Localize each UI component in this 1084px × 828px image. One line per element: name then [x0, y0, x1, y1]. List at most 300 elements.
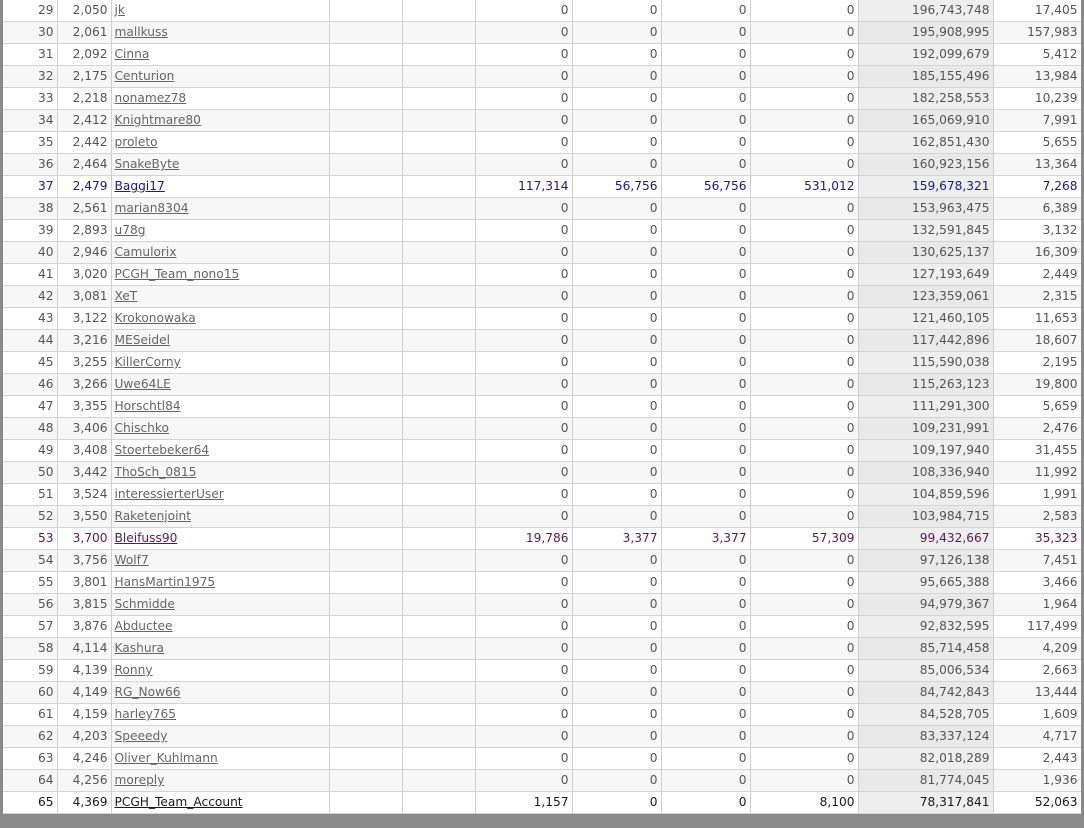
last-value-cell: 16,309	[993, 242, 1081, 264]
empty-cell	[329, 22, 402, 44]
last-value-cell: 10,239	[993, 88, 1081, 110]
rank-cell: 59	[3, 660, 57, 682]
member-name-link[interactable]: Horschtl84	[114, 399, 181, 413]
total-points-cell: 82,018,289	[858, 748, 993, 770]
total-points-cell: 196,743,748	[858, 0, 993, 22]
rank-cell: 50	[3, 462, 57, 484]
empty-cell	[329, 154, 402, 176]
member-name-cell	[111, 748, 329, 770]
value-cell-3: 0	[661, 660, 750, 682]
empty-cell	[402, 682, 475, 704]
value-cell-1: 0	[475, 440, 572, 462]
value-cell-3: 0	[661, 220, 750, 242]
value-cell-2: 0	[572, 352, 661, 374]
member-name-cell	[111, 418, 329, 440]
value-cell-2: 3,377	[572, 528, 661, 550]
member-name-link[interactable]: marian8304	[114, 201, 189, 215]
empty-cell	[329, 88, 402, 110]
last-value-cell: 13,444	[993, 682, 1081, 704]
member-name-link[interactable]: MESeidel	[114, 333, 170, 347]
overall-position-cell: 2,442	[57, 132, 111, 154]
value-cell-1: 0	[475, 242, 572, 264]
table-row	[3, 264, 1081, 286]
rank-cell: 33	[3, 88, 57, 110]
total-points-cell: 195,908,995	[858, 22, 993, 44]
value-cell-1: 0	[475, 330, 572, 352]
value-cell-2: 0	[572, 638, 661, 660]
value-cell-2: 0	[572, 726, 661, 748]
rank-cell: 54	[3, 550, 57, 572]
member-name-link[interactable]: SnakeByte	[114, 157, 180, 171]
value-cell-2: 0	[572, 506, 661, 528]
rank-cell: 44	[3, 330, 57, 352]
value-cell-3: 0	[661, 792, 750, 814]
last-value-cell: 117,499	[993, 616, 1081, 638]
value-cell-3: 0	[661, 308, 750, 330]
member-name-cell	[111, 132, 329, 154]
last-value-cell: 11,992	[993, 462, 1081, 484]
member-name-link[interactable]: Knightmare80	[114, 113, 201, 127]
value-cell-2: 0	[572, 88, 661, 110]
last-value-cell: 18,607	[993, 330, 1081, 352]
member-name-cell	[111, 792, 329, 814]
table-row	[3, 594, 1081, 616]
table-row	[3, 396, 1081, 418]
total-points-cell: 132,591,845	[858, 220, 993, 242]
empty-cell	[402, 308, 475, 330]
empty-cell	[402, 22, 475, 44]
member-name-link[interactable]: nonamez78	[114, 91, 187, 105]
empty-cell	[402, 110, 475, 132]
value-cell-4: 0	[750, 264, 858, 286]
last-value-cell: 7,451	[993, 550, 1081, 572]
member-name-link[interactable]: Abductee	[114, 619, 173, 633]
rank-cell: 30	[3, 22, 57, 44]
rank-cell: 32	[3, 66, 57, 88]
overall-position-cell: 4,246	[57, 748, 111, 770]
member-name-link[interactable]: Camulorix	[114, 245, 177, 259]
empty-cell	[329, 286, 402, 308]
total-points-cell: 103,984,715	[858, 506, 993, 528]
total-points-cell: 159,678,321	[858, 176, 993, 198]
empty-cell	[402, 66, 475, 88]
empty-cell	[329, 352, 402, 374]
member-name-link[interactable]: PCGH_Team_Account	[114, 795, 243, 809]
member-name-link[interactable]: Krokonowaka	[114, 311, 196, 325]
empty-cell	[402, 176, 475, 198]
empty-cell	[402, 198, 475, 220]
value-cell-4: 0	[750, 506, 858, 528]
member-name-link[interactable]: ThoSch_0815	[114, 465, 197, 479]
empty-cell	[329, 198, 402, 220]
last-value-cell: 5,412	[993, 44, 1081, 66]
value-cell-3: 0	[661, 770, 750, 792]
value-cell-4: 0	[750, 638, 858, 660]
rank-cell: 63	[3, 748, 57, 770]
empty-cell	[402, 638, 475, 660]
overall-position-cell: 2,050	[57, 0, 111, 22]
value-cell-3: 0	[661, 704, 750, 726]
last-value-cell: 2,476	[993, 418, 1081, 440]
empty-cell	[329, 660, 402, 682]
overall-position-cell: 2,464	[57, 154, 111, 176]
member-name-link[interactable]: Raketenjoint	[114, 509, 192, 523]
overall-position-cell: 3,266	[57, 374, 111, 396]
value-cell-2: 0	[572, 660, 661, 682]
table-row	[3, 418, 1081, 440]
overall-position-cell: 2,092	[57, 44, 111, 66]
total-points-cell: 182,258,553	[858, 88, 993, 110]
total-points-cell: 83,337,124	[858, 726, 993, 748]
value-cell-4: 0	[750, 550, 858, 572]
value-cell-2: 0	[572, 286, 661, 308]
overall-position-cell: 3,216	[57, 330, 111, 352]
value-cell-3: 0	[661, 484, 750, 506]
overall-position-cell: 2,946	[57, 242, 111, 264]
empty-cell	[402, 792, 475, 814]
value-cell-4: 0	[750, 660, 858, 682]
member-name-link[interactable]: Uwe64LE	[114, 377, 171, 391]
last-value-cell: 3,132	[993, 220, 1081, 242]
value-cell-4: 0	[750, 616, 858, 638]
member-name-link[interactable]: Speeedy	[114, 729, 168, 743]
table-row	[3, 198, 1081, 220]
empty-cell	[329, 572, 402, 594]
rank-cell: 42	[3, 286, 57, 308]
value-cell-4: 0	[750, 484, 858, 506]
value-cell-2: 0	[572, 484, 661, 506]
last-value-cell: 52,063	[993, 792, 1081, 814]
value-cell-4: 0	[750, 0, 858, 22]
last-value-cell: 5,655	[993, 132, 1081, 154]
rank-cell: 41	[3, 264, 57, 286]
value-cell-3: 0	[661, 198, 750, 220]
total-points-cell: 111,291,300	[858, 396, 993, 418]
member-name-cell	[111, 374, 329, 396]
member-name-link[interactable]: mallkuss	[114, 25, 168, 39]
value-cell-2: 0	[572, 748, 661, 770]
rank-cell: 60	[3, 682, 57, 704]
table-row	[3, 748, 1081, 770]
value-cell-2: 56,756	[572, 176, 661, 198]
value-cell-1: 0	[475, 770, 572, 792]
value-cell-3: 0	[661, 374, 750, 396]
empty-cell	[402, 220, 475, 242]
overall-position-cell: 4,159	[57, 704, 111, 726]
empty-cell	[329, 132, 402, 154]
member-name-link[interactable]: RG_Now66	[114, 685, 181, 699]
value-cell-4: 0	[750, 110, 858, 132]
last-value-cell: 35,323	[993, 528, 1081, 550]
value-cell-2: 0	[572, 66, 661, 88]
value-cell-3: 0	[661, 418, 750, 440]
table-row	[3, 440, 1081, 462]
value-cell-2: 0	[572, 594, 661, 616]
empty-cell	[329, 506, 402, 528]
member-name-link[interactable]: moreply	[114, 773, 165, 787]
value-cell-1: 0	[475, 616, 572, 638]
value-cell-4: 0	[750, 242, 858, 264]
member-name-link[interactable]: Oliver_Kuhlmann	[114, 751, 218, 765]
value-cell-3: 0	[661, 572, 750, 594]
member-name-link[interactable]: Bleifuss90	[114, 531, 178, 545]
last-value-cell: 11,653	[993, 308, 1081, 330]
value-cell-2: 0	[572, 770, 661, 792]
value-cell-4: 0	[750, 396, 858, 418]
total-points-cell: 130,625,137	[858, 242, 993, 264]
empty-cell	[402, 660, 475, 682]
value-cell-1: 0	[475, 264, 572, 286]
value-cell-1: 0	[475, 66, 572, 88]
table-row	[3, 506, 1081, 528]
member-name-cell	[111, 572, 329, 594]
rank-cell: 62	[3, 726, 57, 748]
overall-position-cell: 2,893	[57, 220, 111, 242]
table-row	[3, 550, 1081, 572]
value-cell-2: 0	[572, 0, 661, 22]
empty-cell	[402, 748, 475, 770]
last-value-cell: 157,983	[993, 22, 1081, 44]
value-cell-1: 0	[475, 374, 572, 396]
empty-cell	[402, 330, 475, 352]
value-cell-1: 0	[475, 110, 572, 132]
empty-cell	[402, 132, 475, 154]
member-name-link[interactable]: Stoertebeker64	[114, 443, 210, 457]
empty-cell	[402, 286, 475, 308]
last-value-cell: 2,315	[993, 286, 1081, 308]
empty-cell	[329, 176, 402, 198]
rank-cell: 55	[3, 572, 57, 594]
value-cell-1: 0	[475, 418, 572, 440]
total-points-cell: 185,155,496	[858, 66, 993, 88]
value-cell-2: 0	[572, 264, 661, 286]
overall-position-cell: 3,408	[57, 440, 111, 462]
empty-cell	[329, 396, 402, 418]
member-name-link[interactable]: harley765	[114, 707, 177, 721]
total-points-cell: 99,432,667	[858, 528, 993, 550]
table-row	[3, 726, 1081, 748]
value-cell-2: 0	[572, 396, 661, 418]
empty-cell	[402, 770, 475, 792]
value-cell-2: 0	[572, 616, 661, 638]
value-cell-2: 0	[572, 550, 661, 572]
value-cell-2: 0	[572, 242, 661, 264]
overall-position-cell: 3,355	[57, 396, 111, 418]
last-value-cell: 19,800	[993, 374, 1081, 396]
overall-position-cell: 3,801	[57, 572, 111, 594]
last-value-cell: 2,443	[993, 748, 1081, 770]
empty-cell	[329, 44, 402, 66]
overall-position-cell: 3,756	[57, 550, 111, 572]
member-name-cell	[111, 396, 329, 418]
total-points-cell: 109,231,991	[858, 418, 993, 440]
empty-cell	[329, 616, 402, 638]
total-points-cell: 153,963,475	[858, 198, 993, 220]
empty-cell	[329, 704, 402, 726]
member-name-link[interactable]: u78g	[114, 223, 146, 237]
rank-cell: 43	[3, 308, 57, 330]
member-name-cell	[111, 682, 329, 704]
value-cell-2: 0	[572, 792, 661, 814]
table-row	[3, 176, 1081, 198]
value-cell-1: 0	[475, 506, 572, 528]
member-name-cell	[111, 44, 329, 66]
value-cell-1: 0	[475, 396, 572, 418]
overall-position-cell: 4,139	[57, 660, 111, 682]
value-cell-3: 0	[661, 594, 750, 616]
rank-cell: 39	[3, 220, 57, 242]
total-points-cell: 97,126,138	[858, 550, 993, 572]
rank-cell: 52	[3, 506, 57, 528]
member-name-link[interactable]: Schmidde	[114, 597, 175, 611]
value-cell-1: 0	[475, 682, 572, 704]
value-cell-4: 0	[750, 704, 858, 726]
member-name-link[interactable]: XeT	[114, 289, 138, 303]
member-name-link[interactable]: PCGH_Team_nono15	[114, 267, 240, 281]
empty-cell	[402, 726, 475, 748]
value-cell-2: 0	[572, 220, 661, 242]
member-name-link[interactable]: KillerCorny	[114, 355, 181, 369]
total-points-cell: 121,460,105	[858, 308, 993, 330]
value-cell-3: 56,756	[661, 176, 750, 198]
member-name-link[interactable]: Kashura	[114, 641, 165, 655]
empty-cell	[329, 418, 402, 440]
value-cell-1: 1,157	[475, 792, 572, 814]
table-row	[3, 242, 1081, 264]
last-value-cell: 1,964	[993, 594, 1081, 616]
overall-position-cell: 3,876	[57, 616, 111, 638]
rank-cell: 57	[3, 616, 57, 638]
last-value-cell: 2,583	[993, 506, 1081, 528]
member-name-cell	[111, 330, 329, 352]
empty-cell	[329, 0, 402, 22]
empty-cell	[402, 704, 475, 726]
value-cell-3: 0	[661, 44, 750, 66]
value-cell-1: 0	[475, 550, 572, 572]
last-value-cell: 1,991	[993, 484, 1081, 506]
value-cell-2: 0	[572, 330, 661, 352]
member-name-link[interactable]: Baggi17	[114, 179, 165, 193]
table-row	[3, 132, 1081, 154]
empty-cell	[329, 330, 402, 352]
overall-position-cell: 4,149	[57, 682, 111, 704]
value-cell-3: 0	[661, 726, 750, 748]
empty-cell	[402, 506, 475, 528]
empty-cell	[402, 528, 475, 550]
value-cell-1: 0	[475, 132, 572, 154]
value-cell-3: 0	[661, 440, 750, 462]
overall-position-cell: 3,020	[57, 264, 111, 286]
member-name-link[interactable]: HansMartin1975	[114, 575, 216, 589]
table-row	[3, 374, 1081, 396]
rank-cell: 49	[3, 440, 57, 462]
member-name-cell	[111, 220, 329, 242]
member-name-link[interactable]: proleto	[114, 135, 158, 149]
rank-cell: 45	[3, 352, 57, 374]
total-points-cell: 160,923,156	[858, 154, 993, 176]
value-cell-2: 0	[572, 22, 661, 44]
total-points-cell: 192,099,679	[858, 44, 993, 66]
table-row	[3, 110, 1081, 132]
overall-position-cell: 3,524	[57, 484, 111, 506]
empty-cell	[402, 550, 475, 572]
table-row	[3, 286, 1081, 308]
table-row	[3, 0, 1081, 22]
member-name-link[interactable]: Centurion	[114, 69, 175, 83]
rank-cell: 61	[3, 704, 57, 726]
rank-cell: 34	[3, 110, 57, 132]
rank-cell: 51	[3, 484, 57, 506]
overall-position-cell: 3,406	[57, 418, 111, 440]
overall-position-cell: 2,561	[57, 198, 111, 220]
empty-cell	[402, 242, 475, 264]
value-cell-4: 0	[750, 462, 858, 484]
table-row	[3, 572, 1081, 594]
value-cell-1: 0	[475, 286, 572, 308]
member-name-cell	[111, 242, 329, 264]
member-name-cell	[111, 88, 329, 110]
empty-cell	[329, 726, 402, 748]
empty-cell	[329, 440, 402, 462]
value-cell-2: 0	[572, 704, 661, 726]
total-points-cell: 165,069,910	[858, 110, 993, 132]
empty-cell	[329, 550, 402, 572]
table-row	[3, 308, 1081, 330]
total-points-cell: 95,665,388	[858, 572, 993, 594]
table-row	[3, 660, 1081, 682]
member-name-cell	[111, 308, 329, 330]
table-body	[3, 0, 1081, 814]
empty-cell	[329, 594, 402, 616]
total-points-cell: 115,590,038	[858, 352, 993, 374]
table-row	[3, 88, 1081, 110]
last-value-cell: 17,405	[993, 0, 1081, 22]
member-name-link[interactable]: Chischko	[114, 421, 169, 435]
value-cell-4: 0	[750, 748, 858, 770]
value-cell-1: 0	[475, 44, 572, 66]
value-cell-3: 0	[661, 66, 750, 88]
member-name-link[interactable]: Ronny	[114, 663, 153, 677]
overall-position-cell: 3,550	[57, 506, 111, 528]
member-name-link[interactable]: Cinna	[114, 47, 150, 61]
table-row	[3, 22, 1081, 44]
member-name-link[interactable]: Wolf7	[114, 553, 149, 567]
empty-cell	[329, 748, 402, 770]
empty-cell	[402, 462, 475, 484]
empty-cell	[329, 682, 402, 704]
empty-cell	[329, 528, 402, 550]
table-row	[3, 66, 1081, 88]
empty-cell	[329, 792, 402, 814]
member-name-cell	[111, 154, 329, 176]
rank-cell: 29	[3, 0, 57, 22]
member-name-link[interactable]: interessierterUser	[114, 487, 224, 501]
overall-position-cell: 3,700	[57, 528, 111, 550]
value-cell-4: 0	[750, 440, 858, 462]
value-cell-1: 0	[475, 88, 572, 110]
table-row	[3, 330, 1081, 352]
value-cell-1: 0	[475, 638, 572, 660]
overall-position-cell: 2,061	[57, 22, 111, 44]
member-name-link[interactable]: jk	[114, 3, 125, 17]
overall-position-cell: 2,175	[57, 66, 111, 88]
table-row	[3, 704, 1081, 726]
total-points-cell: 123,359,061	[858, 286, 993, 308]
rank-cell: 64	[3, 770, 57, 792]
member-name-cell	[111, 638, 329, 660]
value-cell-3: 0	[661, 462, 750, 484]
value-cell-3: 0	[661, 154, 750, 176]
